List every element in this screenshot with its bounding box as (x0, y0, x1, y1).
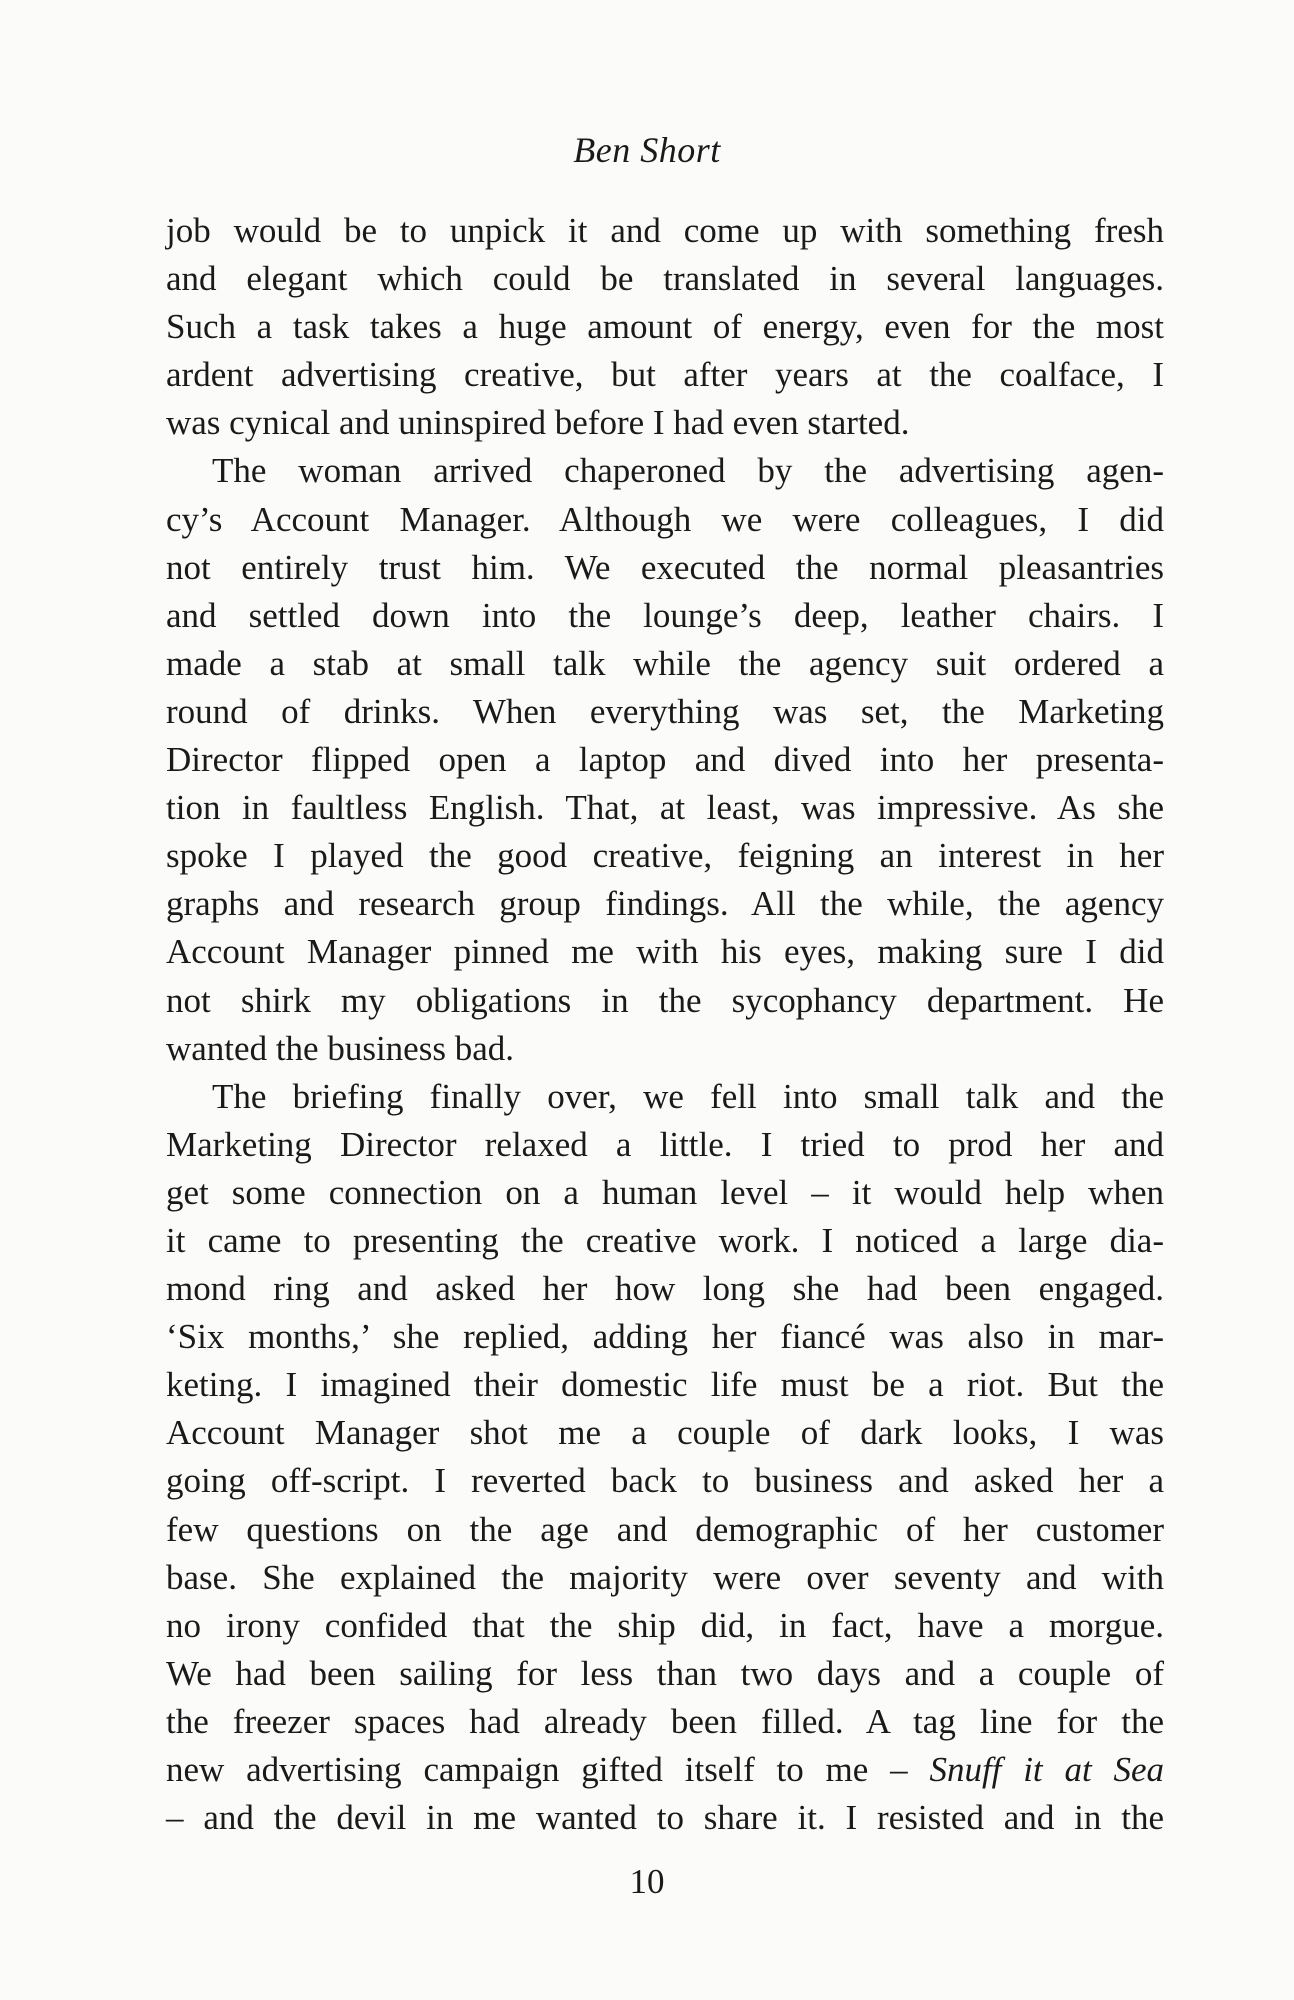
text-line: job would be to unpick it and come up with something fresh (166, 211, 1164, 250)
text-line: We had been sailing for less than two days and a couple of (166, 1653, 1164, 1693)
text-line: ‘Six months,’ she replied, adding her fiancé was also in mar- (166, 1317, 1164, 1357)
text-line (166, 1746, 1164, 1794)
text-line: and elegant which could be translated in several languages. (166, 259, 1164, 299)
text-line: wanted the business bad. (166, 1028, 514, 1068)
text-line: ardent advertising creative, but after years at the coalface, I (166, 355, 1164, 395)
text-line: it came to presenting the creative work. I noticed a large dia- (166, 1220, 1164, 1260)
text-line: Account Manager shot me a couple of dark looks, I was (166, 1413, 1164, 1453)
text-line: Director flipped open a laptop and dived into her presenta- (166, 740, 1164, 780)
text-line: the freezer spaces had already been filled. A tag line for the (166, 1701, 1164, 1741)
text-line: spoke I played the good creative, feigning an interest in her (166, 836, 1164, 876)
text-line: Such a task takes a huge amount of energy, even for the most (166, 307, 1164, 347)
text-line-plain: new advertising campaign gifted itself to me – (166, 1750, 930, 1789)
text-line: keting. I imagined their domestic life must be a riot. But the (166, 1365, 1164, 1405)
running-header: Ben Short (573, 130, 721, 170)
text-line: The briefing finally over, we fell into small talk and the (212, 1076, 1164, 1116)
text-line: graphs and research group findings. All the while, the agency (166, 884, 1164, 924)
text-line: was cynical and uninspired before I had even started. (166, 403, 910, 443)
text-line: base. She explained the majority were over seventy and with (166, 1557, 1164, 1597)
text-line: going off-script. I reverted back to business and asked her a (166, 1461, 1164, 1501)
text-line: round of drinks. When everything was set, the Marketing (166, 691, 1164, 731)
body-text (166, 207, 1164, 1842)
text-line: Account Manager pinned me with his eyes, making sure I did (166, 932, 1164, 972)
italic-tagline: Snuff it at Sea (929, 1750, 1165, 1789)
text-line: not shirk my obligations in the sycophancy department. He (166, 980, 1164, 1020)
text-line: tion in faultless English. That, at least, was impressive. As she (166, 788, 1164, 828)
text-line: few questions on the age and demographic of her customer (166, 1509, 1164, 1549)
text-line: – and the devil in me wanted to share it. I resisted and in the (166, 1798, 1164, 1838)
text-line: and settled down into the lounge’s deep, leather chairs. I (166, 595, 1164, 635)
text-line: get some connection on a human level – it would help when (166, 1172, 1164, 1212)
text-line: Marketing Director relaxed a little. I tried to prod her and (166, 1124, 1164, 1164)
text-line: made a stab at small talk while the agency suit ordered a (166, 643, 1164, 683)
page-number: 10 (629, 1862, 665, 1901)
lines-container (166, 207, 1164, 1746)
text-line: The woman arrived chaperoned by the advertising agen- (212, 451, 1164, 491)
text-line: cy’s Account Manager. Although we were colleagues, I did (166, 499, 1164, 539)
text-line: mond ring and asked her how long she had been engaged. (166, 1269, 1164, 1309)
text-line: not entirely trust him. We executed the normal pleasantries (166, 547, 1164, 587)
text-line: no irony confided that the ship did, in fact, have a morgue. (166, 1605, 1164, 1645)
